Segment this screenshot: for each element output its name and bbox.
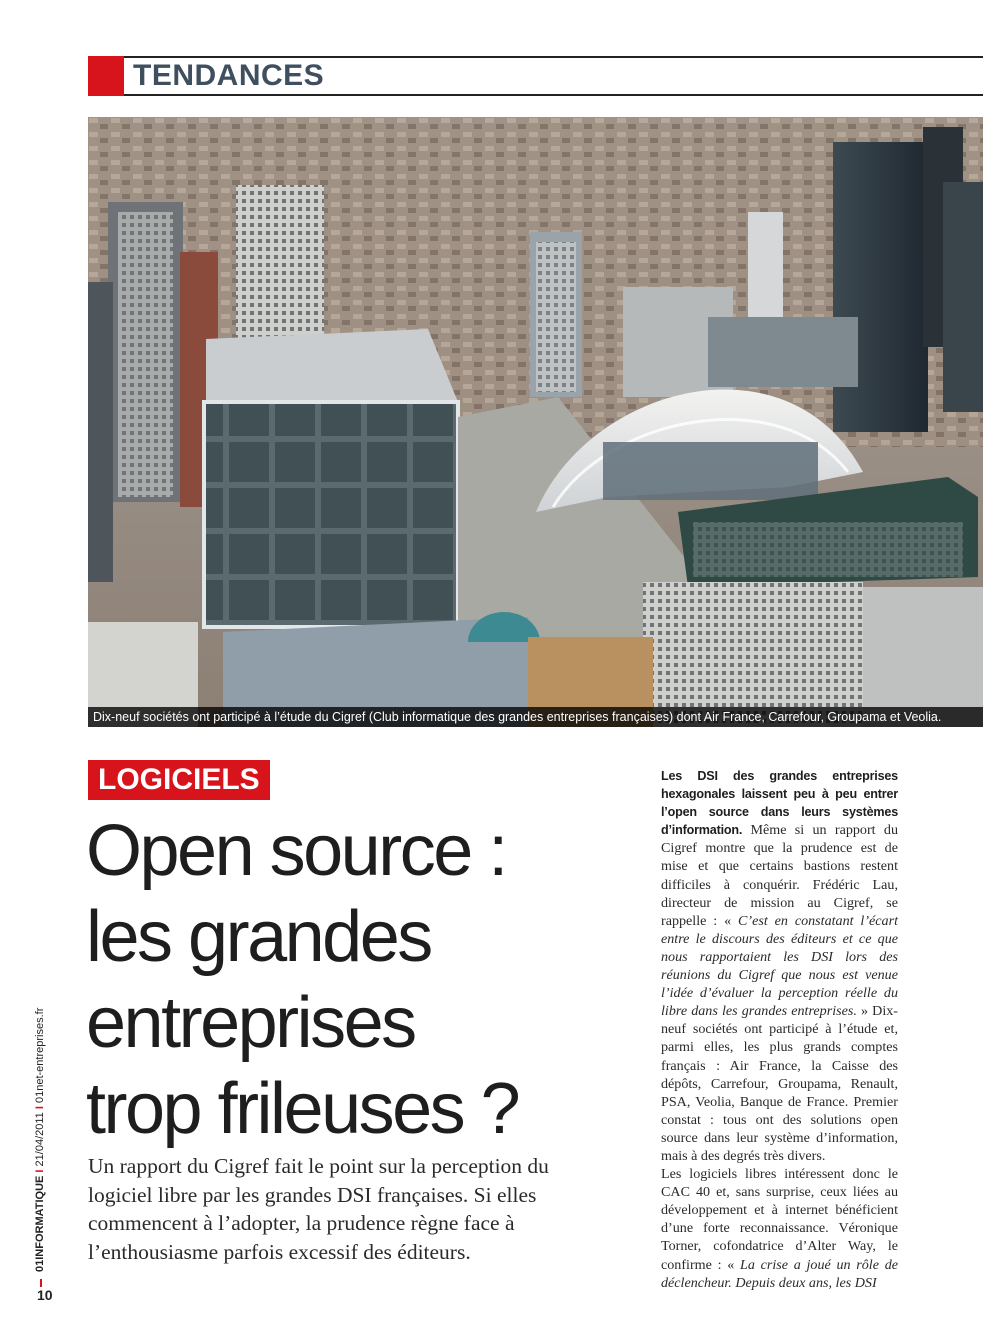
- la-defense-aerial-image: [88, 117, 983, 727]
- body-paragraph: [661, 1165, 898, 1292]
- article-kicker: LOGICIELS: [88, 760, 270, 800]
- body-paragraph: [661, 767, 898, 1165]
- section-marker: [88, 56, 124, 96]
- body-text: Même si un rapport du Cigref montre que la prudence est de mise et que certains bastions restent difficiles à conquérir. Frédéric Lau, directeur de mission au Cigref, se rappelle : «: [661, 822, 898, 929]
- folio-line: [34, 1008, 46, 1272]
- folio-mark: [40, 1279, 42, 1287]
- body-lead: Les DSI des grandes entreprises hexagonales laissent peu à peu entrer l’open source dans leurs systèmes d’information.: [661, 769, 898, 838]
- headline-line: Open source :: [86, 811, 506, 891]
- folio-website: 01net-entreprises.fr: [34, 1007, 46, 1104]
- body-text: » Dix-neuf sociétés ont participé à l’étude et, parmi elles, les plus grands comptes français : Air France, la Caisse des dépôts, Carrefour, Groupama, Renault, PSA, Veolia, Banque de France. Premier constat : tous ont des solutions open source dans leur système d’information, mais à des degrés très divers.: [661, 1003, 899, 1164]
- article-body: [661, 767, 898, 1292]
- body-text: Les logiciels libres intéressent donc le CAC 40 et, sans surprise, ceux liées au développement et à internet bénéficient d’une forte reconnaissance. Véronique Torner, cofondatrice d’Alter Way, le confirme : «: [661, 1166, 898, 1273]
- article-standfirst: Un rapport du Cigref fait le point sur la perception du logiciel libre par les grandes DSI françaises. Si elles commencent à l’adopter, la prudence règne face à l’enthousiasme parfois excessif des éditeurs.: [88, 1154, 549, 1264]
- article-headline: [86, 808, 606, 1152]
- headline-line: les grandes: [86, 897, 431, 977]
- folio-separator: I: [34, 1169, 46, 1173]
- body-quote: C’est en constatant l’écart entre le discours des éditeurs et ce que nous rapportaient les DSI lors des réunions du Cigref que nous est venue l’idée d’évaluer la perception réelle du libre dans les grandes entreprises.: [661, 912, 898, 1020]
- photo-caption: Dix-neuf sociétés ont participé à l’étude du Cigref (Club informatique des grandes entreprises françaises) dont Air France, Carrefour, Groupama et Veolia.: [88, 707, 983, 727]
- folio-publication: 01INFORMATIQUE: [34, 1175, 46, 1272]
- article-photo: [88, 117, 983, 727]
- folio-date: 21/04/2011: [34, 1112, 46, 1167]
- headline-line: entreprises: [86, 983, 415, 1063]
- headline-line: trop frileuses ?: [86, 1069, 519, 1149]
- body-quote: La crise a joué un rôle de déclencheur. Depuis deux ans, les DSI: [661, 1256, 898, 1291]
- section-title: TENDANCES: [133, 59, 325, 92]
- page-number: 10: [37, 1287, 53, 1303]
- folio-separator: I: [34, 1106, 46, 1110]
